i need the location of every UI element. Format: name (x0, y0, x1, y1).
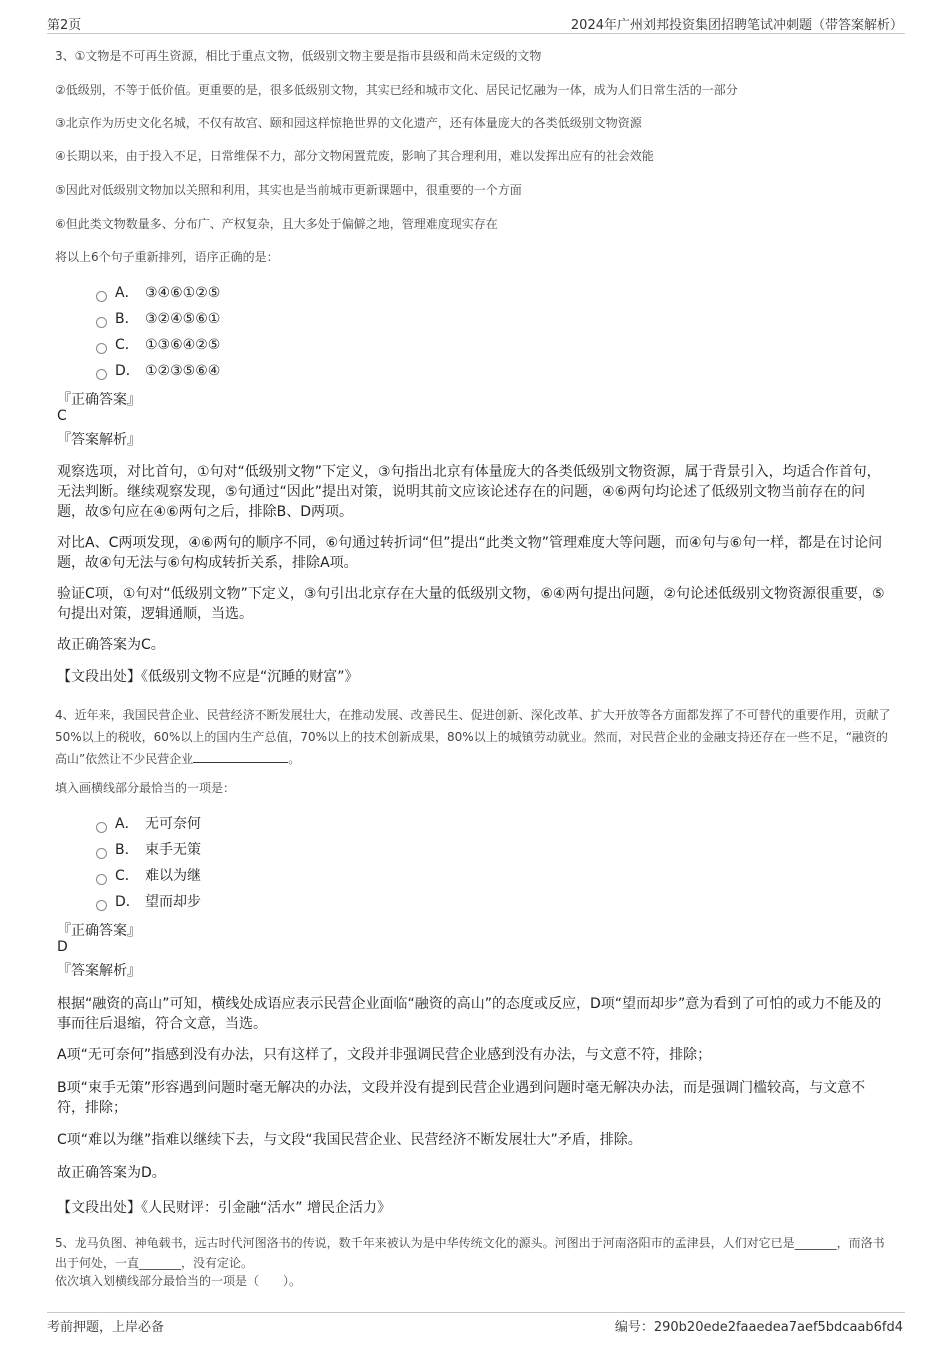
document-code: 编号：290b20ede2faaedea7aef5bdcaab6fd4 (614, 1320, 903, 1335)
q4-answer-heading: 『正确答案』 (57, 923, 141, 939)
answer-blank (193, 748, 288, 763)
q3-sentence-6: ⑥但此类文物数量多、分布广、产权复杂，且大多处于偏僻之地，管理难度现实存在 (55, 217, 498, 231)
radio-icon[interactable] (96, 343, 107, 354)
q3-source: 【文段出处】《低级别文物不应是“沉睡的财富”》 (57, 669, 359, 685)
q3-sentence-2: ②低级别，不等于低价值。更重要的是，很多低级别文物，其实已经和城市文化、居民记忆融为一体，成为人们日常生活的一部分 (55, 83, 738, 97)
q4-option-c[interactable]: C． 难以为继 (96, 866, 201, 886)
q3-conclusion: 故正确答案为C。 (57, 637, 165, 653)
footer-slogan: 考前押题，上岸必备 (47, 1320, 165, 1335)
radio-icon[interactable] (96, 369, 107, 380)
q4-analysis-paragraph-3: B项“束手无策”形容遇到问题时毫无解决的办法，文段并没有提到民营企业遇到问题时毫无解决办法，而是强调门槛较高，与文意不符，排除； (57, 1080, 866, 1116)
q3-analysis-paragraph-3: 验证C项，①句对“低级别文物”下定义，③句引出北京存在大量的低级别文物，⑥④两句提出问题，②句论述低级别文物资源很重要，⑤句提出对策，逻辑通顺，当选。 (57, 586, 885, 622)
q4-analysis-heading: 『答案解析』 (57, 963, 141, 979)
q5-stem: 5、龙马负图、神龟载书，远古时代河图洛书的传说，数千年来被认为是中华传统文化的源头。河图出于河南洛阳市的孟津县，人们对它已是_______，而洛书出于何处，一直_______，没有定论。 (55, 1236, 885, 1270)
q3-sentence-1: 3、①文物是不可再生资源，相比于重点文物，低级别文物主要是指市县级和尚未定级的文物 (55, 49, 542, 63)
q4-option-a[interactable]: A． 无可奈何 (96, 814, 201, 834)
document-title: 2024年广州刘邦投资集团招聘笔试冲刺题（带答案解析） (570, 18, 903, 33)
q3-analysis-paragraph-1: 观察选项，对比首句，①句对“低级别文物”下定义，③句指出北京有体量庞大的各类低级别文物资源，属于背景引入，均适合作首句，无法判断。继续观察发现，⑤句通过“因此”提出对策，说明其前文应该论述存在的问题，④⑥两句均论述了低级别文物当前存在的问题，故⑤句应在④⑥两句之后，排除B、D两项。 (57, 464, 881, 520)
radio-icon[interactable] (96, 848, 107, 859)
q3-analysis-heading: 『答案解析』 (57, 432, 141, 448)
q3-answer-heading: 『正确答案』 (57, 392, 141, 408)
q4-option-d[interactable]: D． 望而却步 (96, 892, 201, 912)
q3-sentence-4: ④长期以来，由于投入不足，日常维保不力，部分文物闲置荒废，影响了其合理利用，难以发挥出应有的社会效能 (55, 149, 654, 163)
q3-option-c[interactable]: C． ①③⑥④②⑤ (96, 335, 220, 355)
radio-icon[interactable] (96, 291, 107, 302)
q4-stem: 4、近年来，我国民营企业、民营经济不断发展壮大，在推动发展、改善民生、促进创新、深化改革、扩大开放等各方面都发挥了不可替代的重要作用，贡献了50%以上的税收，60%以上的国内生产总值，70%以上的技术创新成果，80%以上的城镇劳动就业。然而，对民营企业的金融支持还存在一些不足，“融资的高山”依然让不少民营企业 。 (55, 708, 891, 766)
q3-option-d[interactable]: D． ①②③⑤⑥④ (96, 361, 220, 381)
q4-analysis-paragraph-1: 根据“融资的高山”可知，横线处成语应表示民营企业面临“融资的高山”的态度或反应，D项“望而却步”意为看到了可怕的或力不能及的事而往后退缩，符合文意，当选。 (57, 996, 882, 1032)
footer-divider (47, 1312, 905, 1313)
q3-answer: C (57, 408, 67, 424)
radio-icon[interactable] (96, 900, 107, 911)
q4-analysis-paragraph-2: A项“无可奈何”指感到没有办法，只有这样了，文段并非强调民营企业感到没有办法，与文意不符，排除； (57, 1047, 712, 1063)
q4-source: 【文段出处】《人民财评：引金融“活水” 增民企活力》 (57, 1200, 391, 1216)
header-divider (47, 33, 905, 34)
q5-prompt: 依次填入划横线部分最恰当的一项是（ ）。 (55, 1274, 302, 1288)
q3-sentence-3: ③北京作为历史文化名城，不仅有故宫、颐和园这样惊艳世界的文化遗产，还有体量庞大的各类低级别文物资源 (55, 116, 642, 130)
q4-option-b[interactable]: B． 束手无策 (96, 840, 201, 860)
q3-option-b[interactable]: B． ③②④⑤⑥① (96, 309, 220, 329)
q3-prompt: 将以上6个句子重新排列，语序正确的是： (55, 250, 279, 264)
page-number: 第2页 (47, 18, 82, 33)
radio-icon[interactable] (96, 874, 107, 885)
q4-conclusion: 故正确答案为D。 (57, 1165, 166, 1181)
q3-sentence-5: ⑤因此对低级别文物加以关照和利用，其实也是当前城市更新课题中，很重要的一个方面 (55, 183, 522, 197)
radio-icon[interactable] (96, 822, 107, 833)
q4-answer: D (57, 939, 68, 955)
q3-option-a[interactable]: A． ③④⑥①②⑤ (96, 283, 220, 303)
q4-prompt: 填入画横线部分最恰当的一项是： (55, 781, 236, 795)
radio-icon[interactable] (96, 317, 107, 328)
q3-analysis-paragraph-2: 对比A、C两项发现，④⑥两句的顺序不同，⑥句通过转折词“但”提出“此类文物”管理难度大等问题，而④句与⑥句一样，都是在讨论问题，故④句无法与⑥句构成转折关系，排除A项。 (57, 535, 883, 571)
q4-analysis-paragraph-4: C项“难以为继”指难以继续下去，与文段“我国民营企业、民营经济不断发展壮大”矛盾，排除。 (57, 1132, 642, 1148)
